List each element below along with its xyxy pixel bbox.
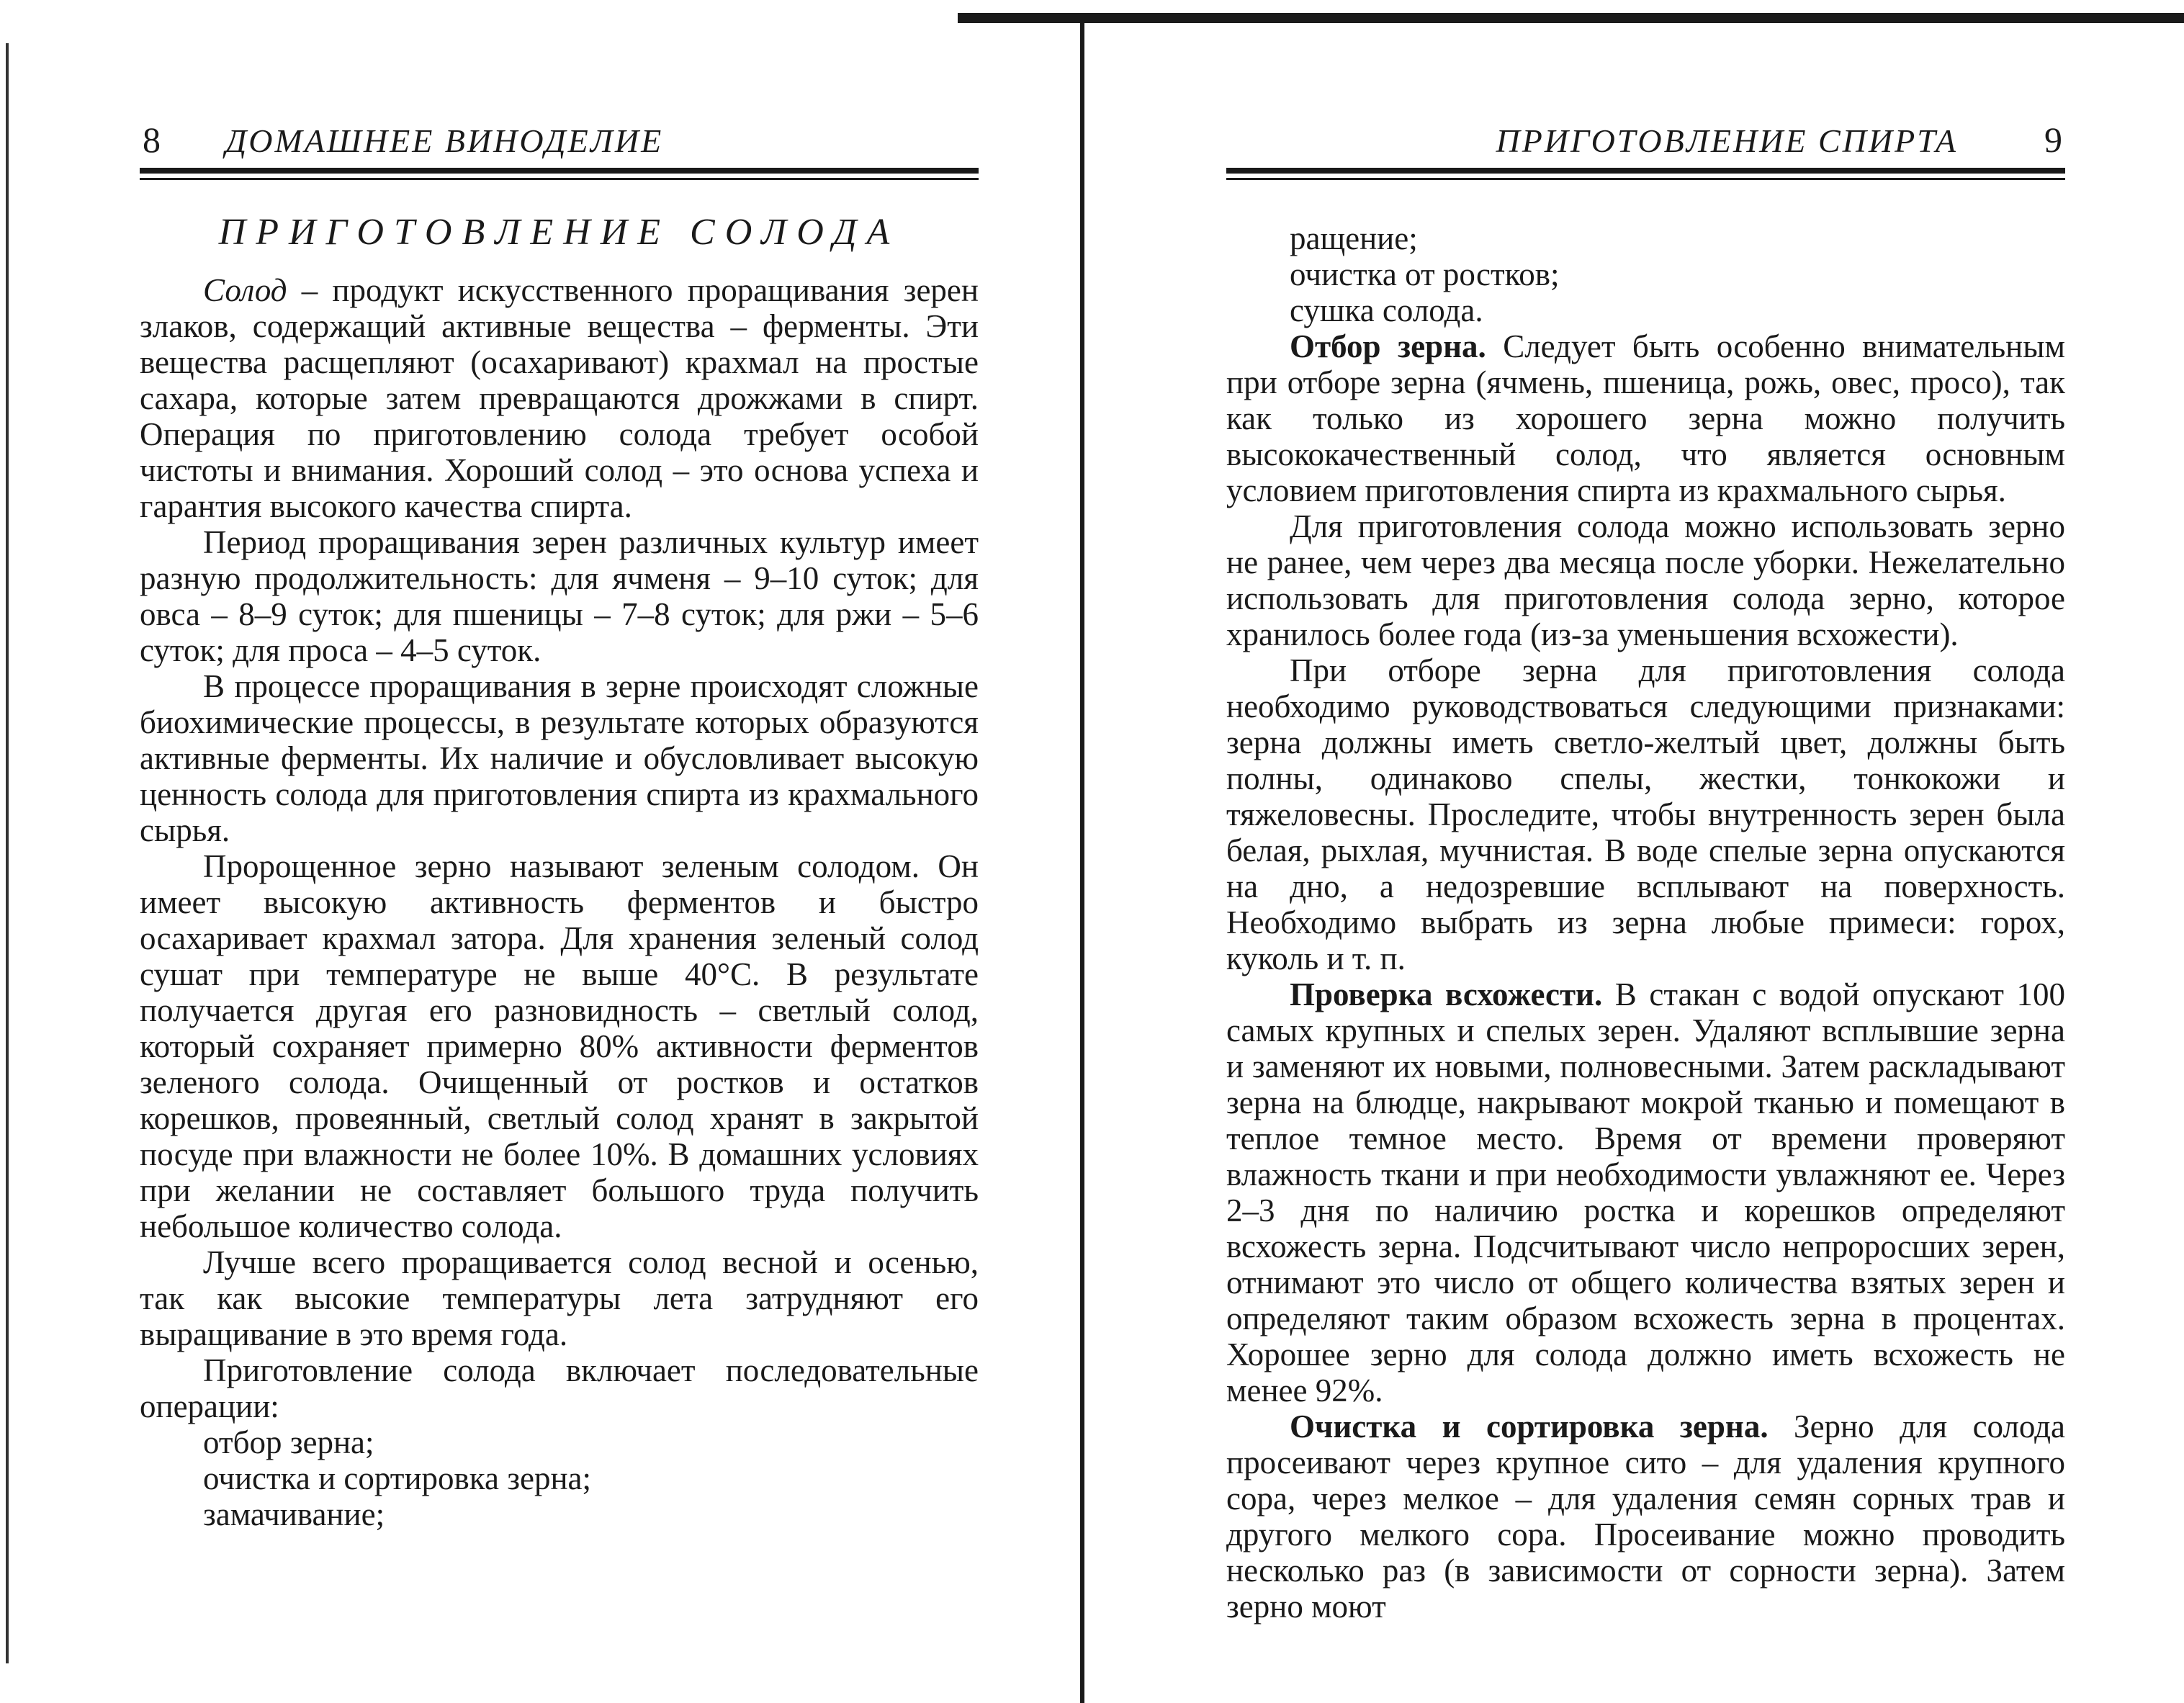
list-item: ращение; bbox=[1290, 220, 1418, 256]
page-top-edge bbox=[958, 13, 2184, 23]
right-page bbox=[1226, 119, 2065, 1625]
paragraph: При отборе зерна для приготовления солода необходимо руководствоваться следующими признаками: зерна должны иметь светло-желтый цвет, должны быть полны, одинаково спелы, жестки, тонкокожи и тяжеловесны. Проследите, чтобы внутренность зерен была белая, рыхлая, мучнистая. В воде спелые зерна опускаются на дно, а недозревшие всплывают на поверхность. Необходимо выбрать из зерна любые примеси: горох, куколь и т. п. bbox=[1226, 652, 2065, 976]
chapter-title: ПРИГОТОВЛЕНИЕ СОЛОДА bbox=[218, 212, 900, 253]
paragraph bbox=[1226, 328, 2065, 508]
paragraph-text: – продукт искусственного проращивания зерен злаков, содержащий активные вещества – ферменты. Эти вещества расщепляют (осахаривают) крахмал на простые сахара, которые затем превращаются дрожжами в спирт. Операция по приготовлению солода требует особой чистоты и внимания. Хороший солод – это основа успеха и гарантия высокого качества спирта. bbox=[140, 272, 979, 524]
section-heading: Отбор зерна. bbox=[1290, 328, 1486, 364]
header-rule-thin bbox=[1226, 178, 2065, 180]
list-item: сушка солода. bbox=[1290, 292, 1483, 328]
left-running-header bbox=[140, 119, 979, 168]
left-page-body bbox=[140, 212, 979, 1532]
paragraph: В процессе проращивания в зерне происходят сложные биохимические процессы, в результате которых образуются активные ферменты. Их наличие и обусловливает высокую ценность солода для приготовления спирта из крахмального сырья. bbox=[140, 668, 979, 848]
list-item: замачивание; bbox=[203, 1496, 385, 1532]
paragraph: Приготовление солода включает последовательные операции: bbox=[140, 1352, 979, 1424]
list-item: отбор зерна; bbox=[203, 1424, 374, 1460]
paragraph: Пророщенное зерно называют зеленым солодом. Он имеет высокую активность ферментов и быстро осахаривает крахмал затора. Для хранения зеленый солод сушат при температуре не выше 40°С. В результате получается другая его разновидность – светлый солод, который сохраняет примерно 80% активности ферментов зеленого солода. Очищенный от ростков и остатков корешков, провеянный, светлый солод хранят в закрытой посуде при влажности не более 10%. В домашних условиях при желании не составляет большого труда получить небольшое количество солода. bbox=[140, 848, 979, 1244]
header-rule-thin bbox=[140, 178, 979, 180]
paragraph bbox=[1226, 976, 2065, 1408]
book-spine bbox=[1080, 14, 1084, 1703]
header-rule-thick bbox=[140, 168, 979, 174]
term-solod: Солод bbox=[203, 272, 287, 308]
paragraph-text: Зерно для солода просеивают через крупное сито – для удаления крупного сора, через мелкое – для удаления семян сорных трав и другого мелкого сора. Просеивание можно проводить несколько раз (в зависимости от сорности зерна). Затем зерно моют bbox=[1226, 1408, 2065, 1625]
list-item: очистка от ростков; bbox=[1290, 256, 1560, 292]
paragraph-text: Следует быть особенно внимательным при отборе зерна (ячмень, пшеница, рожь, овес, просо), так как только из хорошего зерна можно получить высококачественный солод, что является основным условием приготовления спирта из крахмального сырья. bbox=[1226, 328, 2065, 508]
section-heading: Очистка и сортировка зерна. bbox=[1290, 1408, 1769, 1444]
left-page-number: 8 bbox=[143, 120, 161, 160]
paragraph: Лучше всего проращивается солод весной и осенью, так как высокие температуры лета затрудняют его выращивание в это время года. bbox=[140, 1244, 979, 1352]
right-running-head: ПРИГОТОВЛЕНИЕ СПИРТА bbox=[1496, 122, 1958, 159]
left-running-head: ДОМАШНЕЕ ВИНОДЕЛИЕ bbox=[225, 122, 664, 159]
scan-edge-line bbox=[6, 43, 9, 1663]
right-page-number: 9 bbox=[2044, 120, 2062, 160]
paragraph: Для приготовления солода можно использовать зерно не ранее, чем через два месяца после уборки. Нежелательно использовать для приготовления солода зерно, которое хранилось более года (из-за уменьшения всхожести). bbox=[1226, 508, 2065, 652]
header-rule-thick bbox=[1226, 168, 2065, 174]
paragraph bbox=[140, 272, 979, 524]
right-page-body bbox=[1226, 220, 2065, 1625]
paragraph: Период проращивания зерен различных культур имеет разную продолжительность: для ячменя – 9–10 суток; для овса – 8–9 суток; для пшеницы – 7–8 суток; для ржи – 5–6 суток; для проса – 4–5 суток. bbox=[140, 524, 979, 668]
paragraph-text: В стакан с водой опускают 100 самых крупных и спелых зерен. Удаляют всплывшие зерна и заменяют их новыми, полновесными. Затем раскладывают зерна на блюдце, накрывают мокрой тканью и помещают в теплое темное место. Время от времени проверяют влажность ткани и при необходимости увлажняют ее. Через 2–3 дня по наличию ростка и корешков определяют всхожесть зерна. Подсчитывают число непроросших зерен, отнимают это число от общего количества взятых зерен и определяют таким образом всхожесть зерна в процентах. Хорошее зерно для солода должно иметь всхожесть не менее 92%. bbox=[1226, 976, 2065, 1408]
list-item: очистка и сортировка зерна; bbox=[203, 1460, 592, 1496]
right-running-header bbox=[1226, 119, 2065, 168]
paragraph bbox=[1226, 1408, 2065, 1625]
left-page bbox=[140, 119, 979, 1532]
section-heading: Проверка всхожести. bbox=[1290, 976, 1603, 1012]
